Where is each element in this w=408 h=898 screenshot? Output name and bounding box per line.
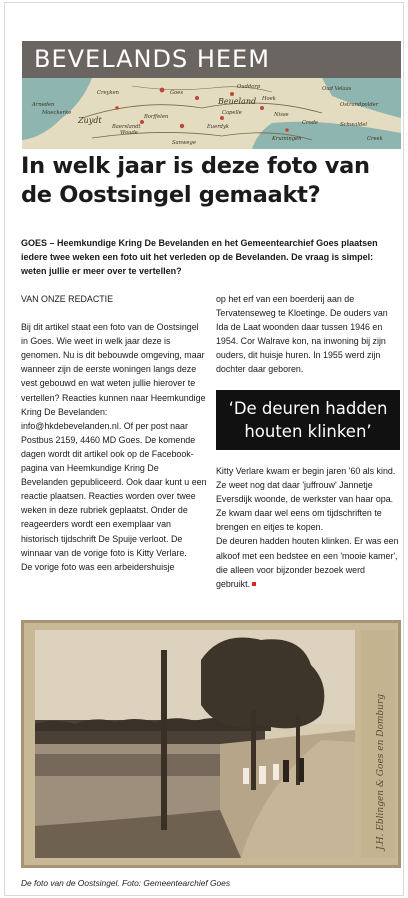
article-intro: GOES – Heemkundige Kring De Bevelanden en het Gemeentearchief Goes plaatsen iedere twee weken een foto uit het verleden op de Bevelanden. De vraag is simpel: weten jullie er meer over te vertellen? [21,238,378,277]
map-label: Woude [120,130,138,136]
pull-quote [216,390,400,450]
map-label: Kruiningen [272,136,302,142]
historic-photo [21,620,401,868]
photographer-imprint: J.H. Eblingen & Goes en Domburg [376,693,386,850]
map-label: Euerdyk [207,124,230,130]
map-label: Capelle [222,110,242,116]
article-body-paragraph: Bij dit artikel staat een foto van de Oostsingel in Goes. Wie weet in welk jaar deze is genomen. Nu is dit bebouwde omgeving, maar wanneer zijn de eerste woningen langs deze vest gebouwd en wat weten jullie hierover te vertellen? Reacties kunnen naar Heemkundige Kring De Bevelanden: info@hkdebevelanden.nl. Of per post naar Postbus 2159, 4460 MD Goes. De komende dagen wordt dit artikel ook op de Facebook-pagina van Heemkundige Kring De Bevelanden gepubliceerd. Ook daar kunt u een reactie plaatsen. Reacties worden over twee weken in deze rubriek geplaatst. Onder de reageerders wordt een exemplaar van historisch tijdschrift De Spuije verloot. De winnaar van de vorige foto is Kitty Verlare. [21,322,207,558]
article-column-right [216,292,400,377]
article-body-paragraph: op het erf van een boerderij aan de Tervatenseweg te Kloetinge. De ouders van Ida de Laat woonden daar tussen 1946 en 1954. Cor Walrave kon, na inwoning bij zijn ouders, dit huisje huren. In 1955 werd zijn dochter daar geboren. [216,294,388,375]
map-label: Ouddorp [237,84,261,90]
map-label: Crode [302,120,318,126]
map-label: Borffelen [144,114,169,120]
map-label: Moeckerke [42,110,72,116]
historic-photo-image [21,620,401,868]
end-mark-icon [252,582,256,586]
article-column-right-continued [216,464,400,591]
map-label: Zuydt [78,116,102,125]
article-body-paragraph: Kitty Verlare kwam er begin jaren '60 als kind. Ze weet nog dat daar 'juffrouw' Jannetje Eversdijk woonde, de werkster van haar opa. Ze kwam daar wel eens om tijdschriften te brengen en eitjes te kopen. [216,466,396,533]
map-label: Baerslandt [112,124,141,130]
masthead-title: BEVELANDS HEEM [34,45,270,73]
map-label: Hoek [262,96,276,102]
pull-quote-text: ‘De deuren hadden houten klinken’ [228,399,388,441]
article-body-text: De deuren hadden houten klinken. Er was een alkoof met een bedstee en een 'mooie kamer', die alleen voor bijzonder bezoek werd gebruikt. [216,536,399,589]
masthead-bar [22,41,401,78]
map-label: Ostrandpolder [340,102,379,108]
map-label: Creyken [97,90,120,96]
photo-caption: De foto van de Oostsingel. Foto: Gemeentearchief Goes [21,878,231,888]
article-headline: In welk jaar is deze foto van de Oostsingel gemaakt? [21,153,370,208]
map-label: Goes [170,90,183,96]
map-label: Beueland [218,97,257,106]
historic-map-image [22,78,401,149]
map-label: Arneden [32,102,55,108]
map-label: Schwaldel [340,122,368,128]
masthead [22,41,401,149]
article-column-left [21,292,207,574]
map-label: Oud Velaas [322,86,352,92]
map-label: Nisse [274,112,289,118]
map-label: Sanwege [172,140,196,146]
article-body-paragraph: De vorige foto was een arbeidershuisje [21,561,175,572]
article-byline: VAN ONZE REDACTIE [21,294,114,304]
map-label: Creek [367,136,383,142]
article-body-paragraph [216,534,400,590]
